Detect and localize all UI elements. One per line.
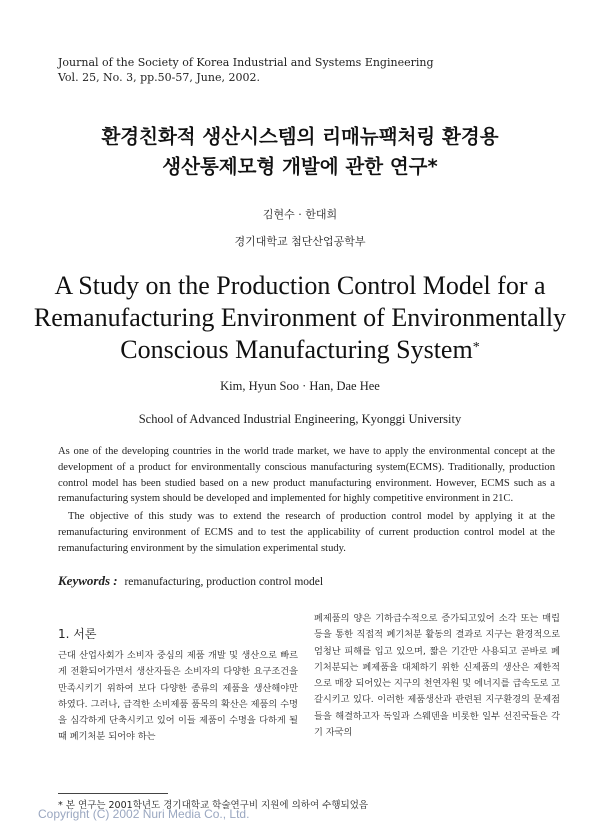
journal-volume: Vol. 25, No. 3, pp.50-57, June, 2002. xyxy=(58,71,260,84)
korean-title-line1: 환경친화적 생산시스템의 리매뉴팩처링 환경용 xyxy=(101,125,499,148)
english-title-line1: A Study on the Production Control Model for a xyxy=(54,271,546,300)
english-title-line2: Remanufacturing Environment of Environmentally xyxy=(33,303,567,332)
keywords xyxy=(58,573,323,589)
english-affiliation: School of Advanced Industrial Engineering, Kyonggi University xyxy=(138,412,462,426)
english-authors: Kim, Hyun Soo · Han, Dae Hee xyxy=(220,379,380,393)
korean-authors: 김현수 · 한대희 xyxy=(262,208,338,221)
abstract-paragraph-2: The objective of this study was to extend the research of production control model by applying it at the remanufacturing environment of ECMS and to test the applicability of current production control model at the remanufacturing environment by the simulation experimental study. xyxy=(58,511,555,554)
korean-title xyxy=(0,122,600,182)
english-title xyxy=(0,270,600,366)
keywords-label: Keywords : xyxy=(58,573,118,588)
journal-name: Journal of the Society of Korea Industrial and Systems Engineering xyxy=(58,56,434,69)
english-title-line3-text: Conscious Manufacturing System xyxy=(120,335,473,364)
body-column-left: 근대 산업사회가 소비자 중심의 제품 개발 및 생산으로 빠르게 전환되어가면서 생산자들은 소비자의 다양한 요구조건을 만족시키기 위하여 보다 다양한 종류의 제품을 생산해야만 하였다. 그러나, 급격한 소비제품 품목의 확산은 제품의 수명을 심각하게 단축시키고 있어 이들 제품이 수명을 다하게 될 때 폐기처분 되어야 하는 xyxy=(58,650,298,743)
abstract xyxy=(58,444,555,559)
korean-affiliation: 경기대학교 첨단산업공학부 xyxy=(234,235,366,248)
korean-title-line2: 생산통제모형 개발에 관한 연구* xyxy=(162,155,438,178)
footnote-divider xyxy=(58,793,168,794)
journal-header xyxy=(58,55,434,85)
abstract-paragraph-1: As one of the developing countries in the world trade market, we have to apply the environmental concept at the development of a product for environmentally conscious manufacturing system(ECMS). Traditionally, production control model has been studied based on a new product manufacturing environment. However, ECMS such as a remanufacturing system should be developed and implemented for highly competitive environment in 21C. xyxy=(58,446,555,505)
copyright-watermark: Copyright (C) 2002 Nuri Media Co., Ltd. xyxy=(38,807,250,821)
footnote: * 본 연구는 2001학년도 경기대학교 학술연구비 지원에 의하여 수행되었음 xyxy=(58,800,369,811)
section-heading: 1. 서론 xyxy=(58,627,97,641)
keywords-value: remanufacturing, production control model xyxy=(124,576,324,588)
body-column-right: 폐제품의 양은 기하급수적으로 증가되고있어 소각 또는 매립 등을 통한 직접적 폐기처분 활동의 결과로 지구는 환경적으로 엄청난 피해를 입고 있으며, 짧은 기간만 사용되고 곧바로 폐기처분되는 폐제품을 대체하기 위한 신제품의 생산은 제한적으로 매장 되어있는 지구의 천연자원 및 에너지를 급속도로 고갈시키고 있다. 이러한 제품생산과 관련된 지구환경의 문제점들을 해결하고자 독일과 스웨덴을 비롯한 일부 선진국들은 각기 자국의 xyxy=(314,613,560,739)
title-footnote-mark: * xyxy=(472,340,480,355)
english-title-line3 xyxy=(0,334,600,366)
